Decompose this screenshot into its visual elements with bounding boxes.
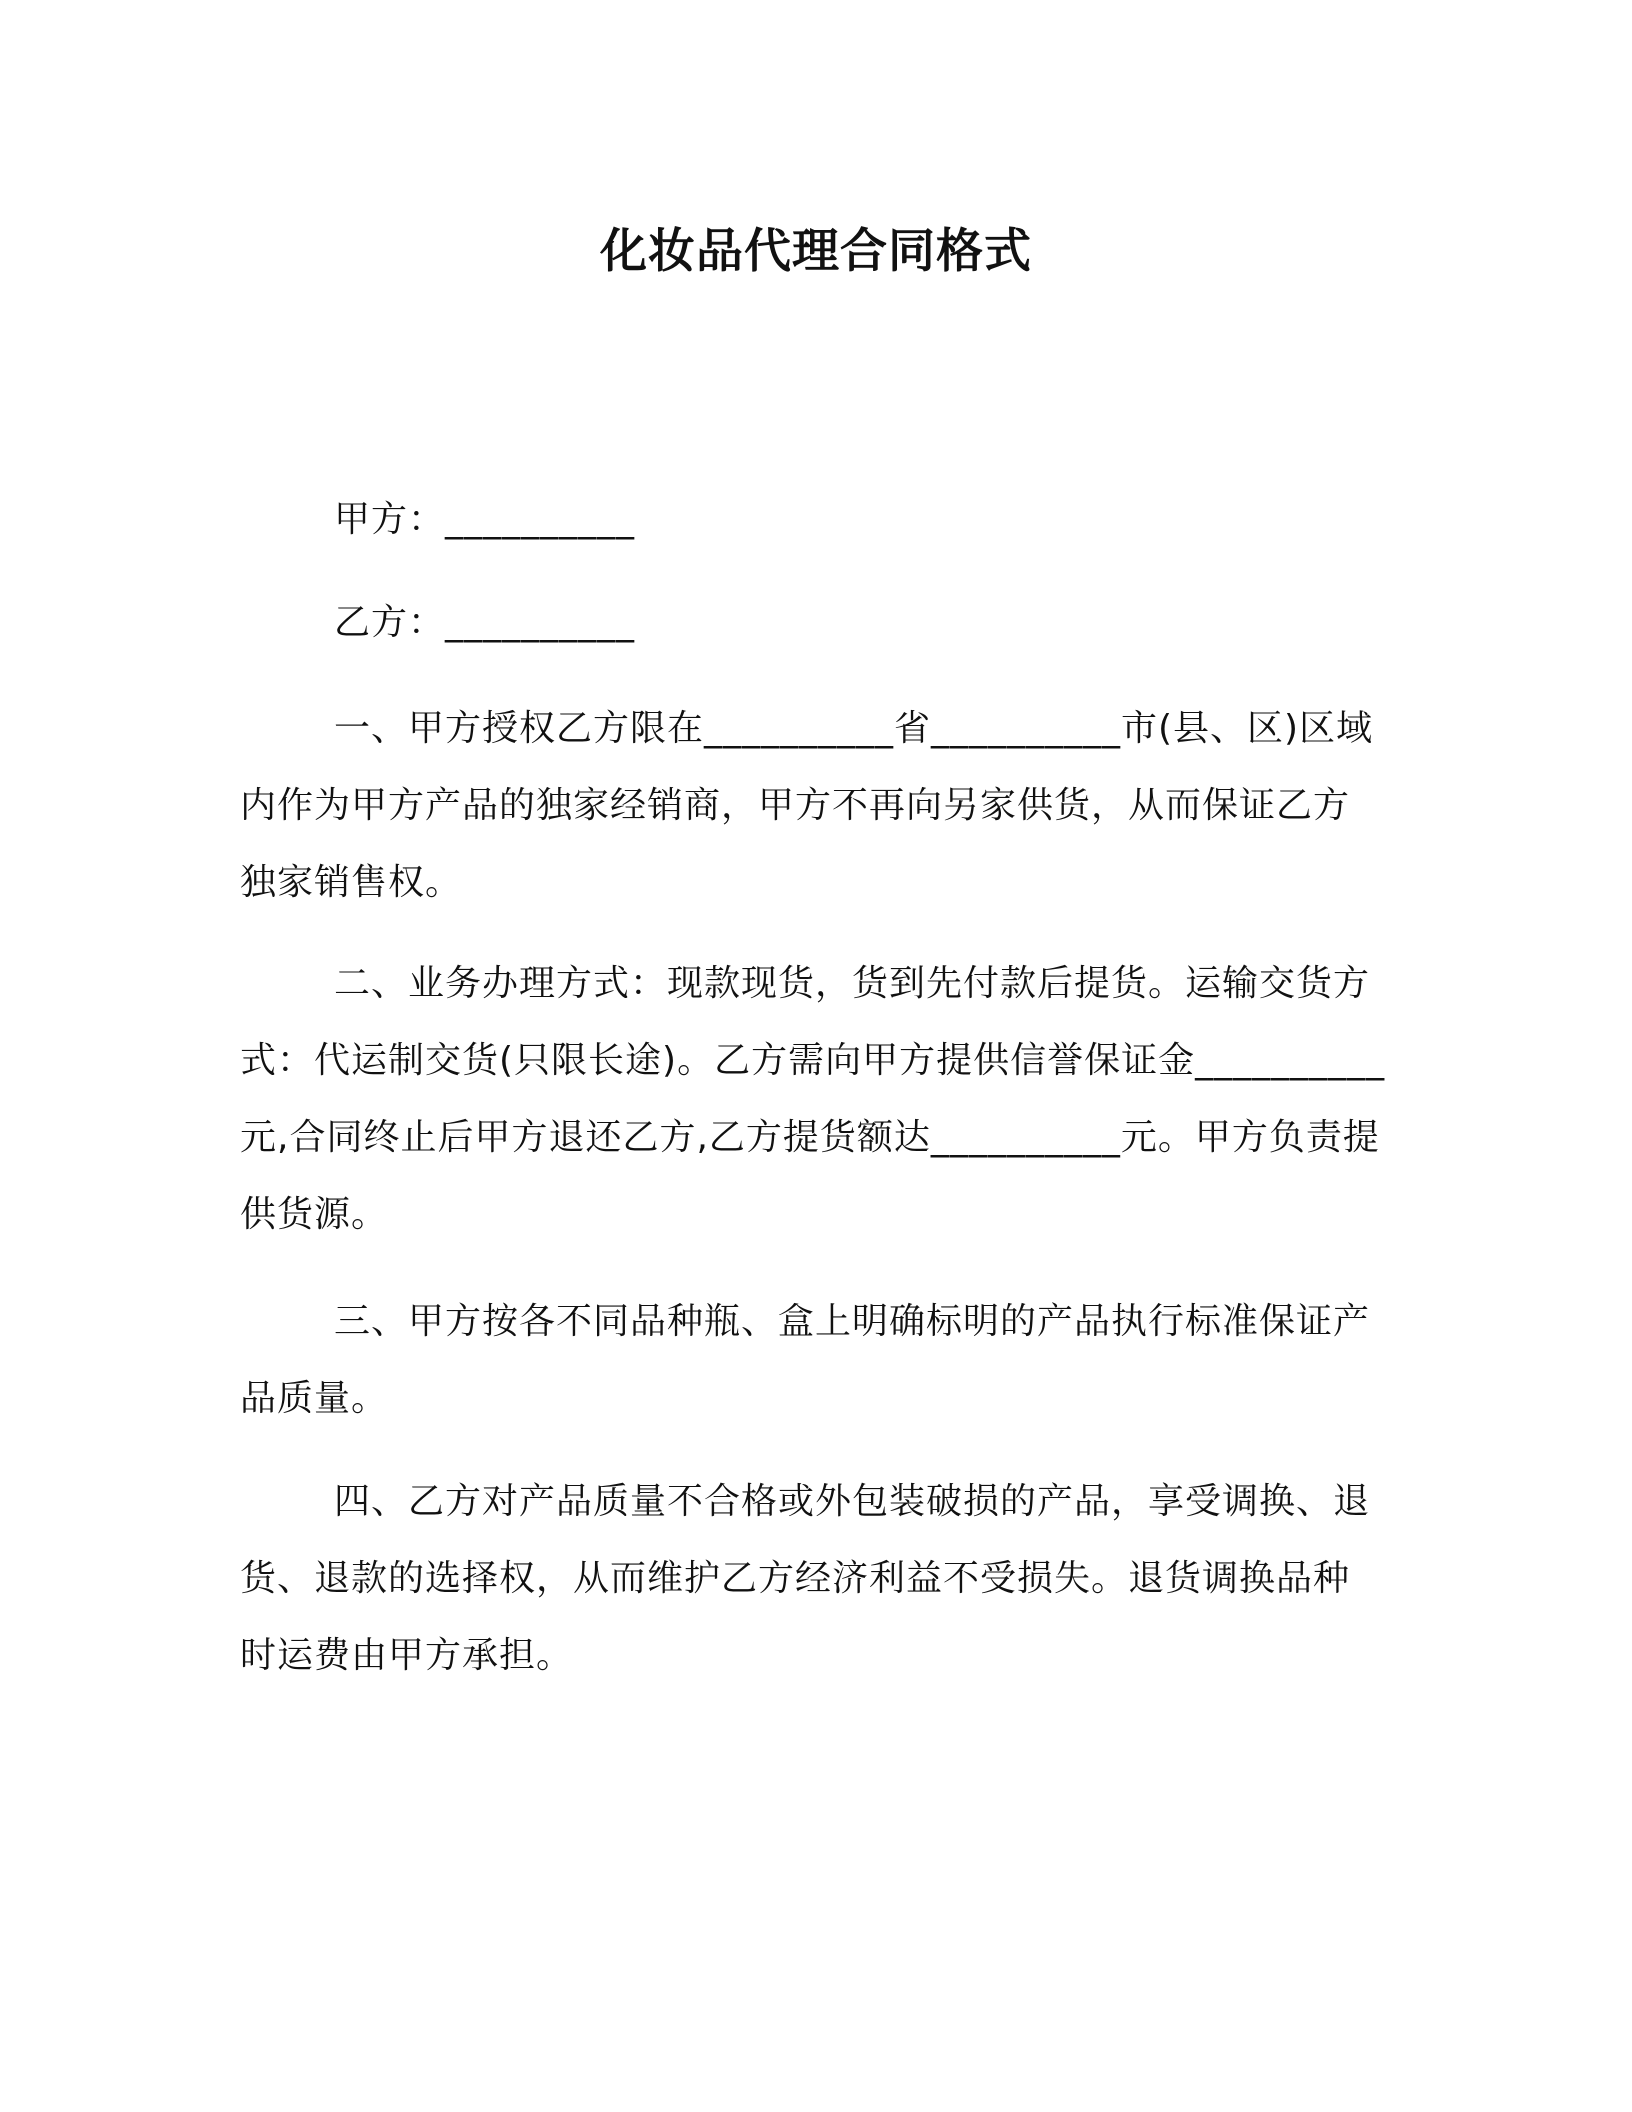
clause-1 (240, 690, 1390, 921)
clause-4 (240, 1463, 1390, 1694)
clause-2-line-2: 式：代运制交货(只限长途)。乙方需向甲方提供信誉保证金__________ (240, 1040, 1386, 1081)
clause-1-line-2: 内作为甲方产品的独家经销商，甲方不再向另家供货，从而保证乙方 (240, 785, 1351, 826)
clause-3 (240, 1283, 1390, 1437)
clause-3-line-2: 品质量。 (240, 1378, 389, 1419)
document-title: 化妆品代理合同格式 (600, 224, 1032, 279)
clause-2 (240, 945, 1390, 1253)
party-a-line: 甲方：__________ (334, 499, 636, 540)
clause-3-line-1: 三、甲方按各不同品种瓶、盒上明确标明的产品执行标准保证产 (334, 1301, 1371, 1342)
party-b-line: 乙方：__________ (334, 602, 636, 643)
clause-2-line-4: 供货源。 (240, 1194, 389, 1235)
clause-4-line-2: 货、退款的选择权，从而维护乙方经济利益不受损失。退货调换品种 (240, 1558, 1351, 1599)
clause-1-line-3: 独家销售权。 (240, 862, 463, 903)
clause-2-line-1: 二、业务办理方式：现款现货，货到先付款后提货。运输交货方 (334, 963, 1371, 1004)
clause-4-line-3: 时运费由甲方承担。 (240, 1635, 574, 1676)
clause-4-line-1: 四、乙方对产品质量不合格或外包装破损的产品，享受调换、退 (334, 1481, 1371, 1522)
clause-2-line-3: 元,合同终止后甲方退还乙方,乙方提货额达__________元。甲方负责提 (240, 1117, 1380, 1158)
clause-1-line-1: 一、甲方授权乙方限在__________省__________市(县、区)区域 (334, 708, 1374, 749)
